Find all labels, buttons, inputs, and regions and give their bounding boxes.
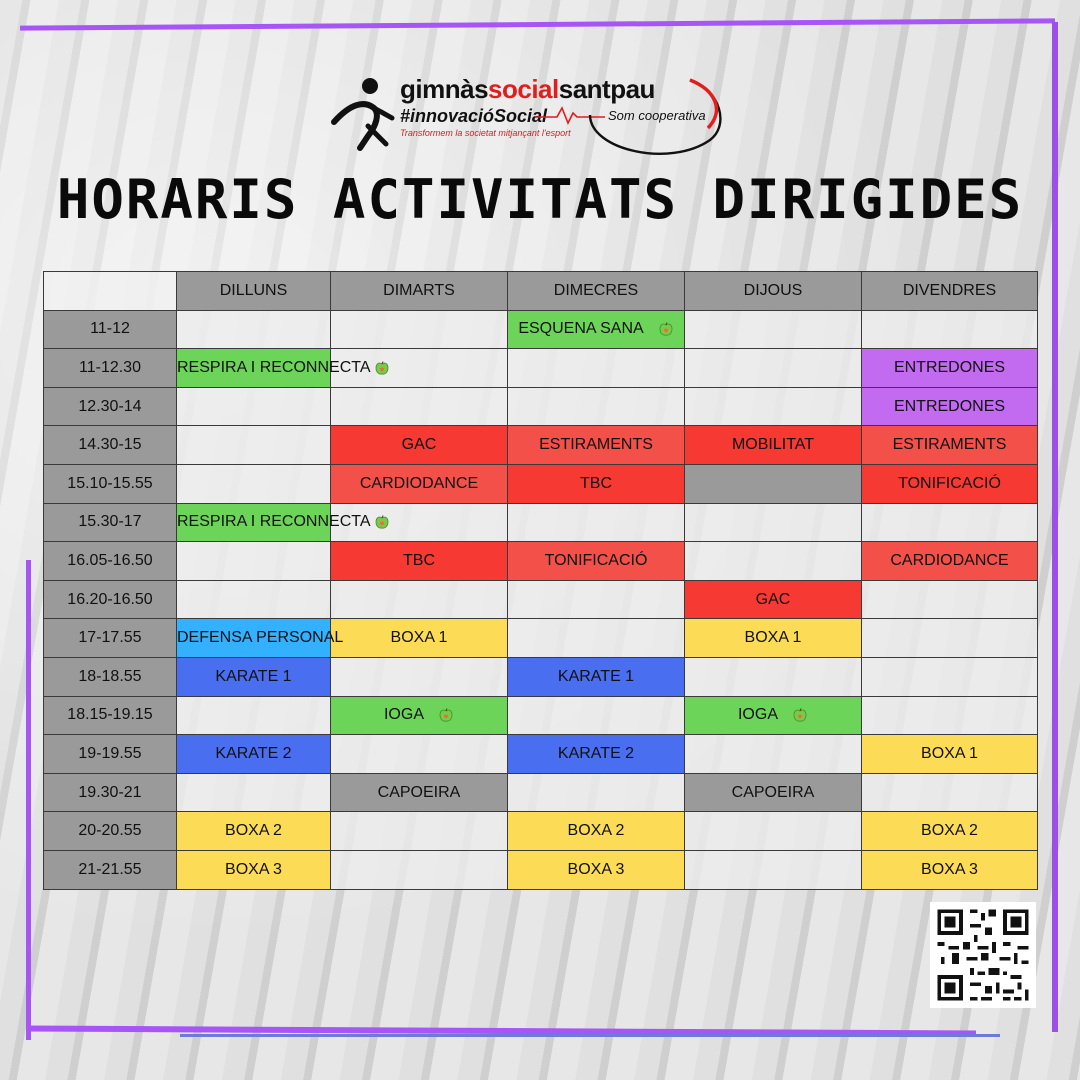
schedule-row [44, 619, 1038, 658]
empty-cell [862, 696, 1038, 735]
activity-label: MOBILITAT [731, 436, 815, 454]
activity-label: ESQUENA SANA [518, 320, 644, 338]
activity-label: ENTREDONES [893, 358, 1006, 376]
activity-cell [685, 696, 862, 735]
activity-label: BOXA 1 [390, 629, 448, 647]
apple-heart-icon [792, 707, 808, 723]
empty-cell [331, 850, 508, 889]
activity-cell [508, 735, 685, 774]
time-slot: 21-21.55 [44, 850, 177, 889]
empty-cell [862, 657, 1038, 696]
activity-label: KARATE 1 [557, 667, 635, 685]
activity-label: CAPOEIRA [731, 783, 815, 801]
time-slot: 16.05-16.50 [44, 542, 177, 581]
activity-label: BOXA 1 [744, 629, 802, 647]
gym-logo [330, 70, 750, 170]
activity-label: KARATE 2 [215, 744, 292, 762]
activity-label: RESPIRA I RECONNECTA [177, 358, 371, 376]
activity-cell [685, 773, 862, 812]
activity-cell [331, 542, 508, 581]
empty-cell [508, 387, 685, 426]
empty-cell [177, 580, 331, 619]
activity-cell [862, 426, 1038, 465]
schedule-row [44, 426, 1038, 465]
empty-cell [685, 657, 862, 696]
time-slot: 15.30-17 [44, 503, 177, 542]
activity-cell [508, 464, 685, 503]
activity-cell [177, 503, 371, 542]
runner-icon [330, 74, 400, 154]
time-slot: 19-19.55 [44, 735, 177, 774]
schedule-row [44, 812, 1038, 851]
empty-cell [685, 349, 862, 388]
activity-cell [508, 310, 685, 349]
frame-stroke-bottom-accent [180, 1034, 1000, 1037]
activity-label: IOGA [383, 706, 424, 724]
activity-cell [862, 812, 1038, 851]
time-slot: 14.30-15 [44, 426, 177, 465]
empty-cell [508, 503, 685, 542]
activity-cell [508, 850, 685, 889]
empty-cell [331, 657, 508, 696]
activity-label: CARDIODANCE [890, 551, 1009, 569]
empty-cell [685, 735, 862, 774]
empty-cell [508, 349, 685, 388]
activity-cell [862, 464, 1038, 503]
activity-cell [331, 464, 508, 503]
hashtag: #innovacióSocial [400, 106, 548, 126]
time-slot: 11-12.30 [44, 349, 177, 388]
schedule-header-row [44, 272, 1038, 311]
activity-label: IOGA [737, 706, 778, 724]
activity-cell [862, 349, 1038, 388]
schedule-row [44, 773, 1038, 812]
activity-label: ESTIRAMENTS [892, 436, 1007, 454]
frame-stroke-left [26, 560, 31, 1040]
schedule-row [44, 580, 1038, 619]
day-header: DIMECRES [508, 272, 685, 311]
time-slot: 15.10-15.55 [44, 464, 177, 503]
day-header: DIJOUS [685, 272, 862, 311]
empty-cell [685, 850, 862, 889]
activity-cell [508, 657, 685, 696]
schedule-row [44, 696, 1038, 735]
empty-cell [862, 773, 1038, 812]
activity-label: BOXA 3 [567, 860, 625, 878]
activity-label: GAC [401, 436, 437, 454]
activity-cell [862, 387, 1038, 426]
activity-cell [685, 580, 862, 619]
activity-cell [331, 773, 508, 812]
activity-label: BOXA 2 [921, 822, 978, 840]
activity-label: KARATE 1 [215, 667, 292, 685]
empty-cell [685, 387, 862, 426]
empty-cell [862, 503, 1038, 542]
apple-heart-icon [374, 514, 390, 530]
empty-cell [685, 464, 862, 503]
empty-cell [177, 696, 331, 735]
empty-cell [177, 464, 331, 503]
schedule-row [44, 349, 1038, 388]
day-header: DIMARTS [331, 272, 508, 311]
day-header: DIVENDRES [862, 272, 1038, 311]
empty-cell [862, 619, 1038, 658]
activity-cell [177, 349, 371, 388]
activity-cell [177, 812, 331, 851]
brand-name: gimnàssocialsantpau [400, 74, 655, 104]
activity-label: RESPIRA I RECONNECTA [177, 513, 371, 531]
activity-label: BOXA 3 [225, 860, 282, 878]
activity-cell [331, 619, 508, 658]
time-slot: 16.20-16.50 [44, 580, 177, 619]
activity-cell [862, 850, 1038, 889]
empty-cell [177, 426, 331, 465]
cooperative-label: Som cooperativa [608, 108, 706, 123]
slogan: Transformem la societat mitjançant l'esport [400, 128, 571, 138]
activity-label: CAPOEIRA [377, 783, 461, 801]
activity-cell [177, 657, 331, 696]
activity-label: BOXA 2 [567, 822, 625, 840]
apple-heart-icon [374, 360, 390, 376]
empty-cell [685, 310, 862, 349]
activity-label: CARDIODANCE [359, 474, 479, 492]
activity-cell [177, 850, 331, 889]
empty-cell [685, 542, 862, 581]
schedule-row [44, 542, 1038, 581]
activity-label: DEFENSA PERSONAL [177, 629, 344, 647]
schedule-row [44, 850, 1038, 889]
time-slot: 11-12 [44, 310, 177, 349]
empty-cell [331, 310, 508, 349]
empty-cell [177, 310, 331, 349]
activity-label: ESTIRAMENTS [539, 436, 653, 454]
time-slot: 18-18.55 [44, 657, 177, 696]
schedule-row [44, 387, 1038, 426]
time-slot: 18.15-19.15 [44, 696, 177, 735]
activity-cell [331, 696, 508, 735]
activity-cell [862, 735, 1038, 774]
activity-label: BOXA 2 [225, 822, 282, 840]
page-title: HORARIS ACTIVITATS DIRIGIDES [56, 168, 1024, 231]
activity-label: GAC [755, 590, 791, 608]
schedule-row [44, 503, 1038, 542]
schedule-row [44, 657, 1038, 696]
empty-cell [331, 387, 508, 426]
apple-heart-icon [438, 707, 454, 723]
activity-cell [685, 426, 862, 465]
activity-label: TBC [403, 551, 435, 569]
empty-cell [177, 773, 331, 812]
time-slot: 12.30-14 [44, 387, 177, 426]
activity-cell [508, 426, 685, 465]
time-slot: 20-20.55 [44, 812, 177, 851]
empty-cell [685, 812, 862, 851]
activity-label: TBC [580, 474, 612, 492]
day-header: DILLUNS [177, 272, 331, 311]
activity-label: KARATE 2 [557, 744, 635, 762]
schedule-row [44, 464, 1038, 503]
activity-cell [508, 542, 685, 581]
schedule-row [44, 735, 1038, 774]
empty-cell [685, 503, 862, 542]
activity-cell [685, 619, 862, 658]
activity-label: TONIFICACIÓ [898, 474, 1001, 492]
empty-cell [331, 735, 508, 774]
qr-code-icon [930, 902, 1036, 1008]
activity-cell [508, 812, 685, 851]
time-slot: 17-17.55 [44, 619, 177, 658]
schedule-row [44, 310, 1038, 349]
activity-cell [331, 426, 508, 465]
empty-cell [508, 773, 685, 812]
empty-cell [331, 580, 508, 619]
empty-cell [331, 812, 508, 851]
empty-cell [177, 542, 331, 581]
activity-label: ENTREDONES [893, 397, 1006, 415]
activity-label: BOXA 1 [921, 744, 978, 762]
activity-label: TONIFICACIÓ [544, 551, 648, 569]
header-corner [44, 272, 177, 311]
empty-cell [862, 580, 1038, 619]
activity-cell [862, 542, 1038, 581]
empty-cell [508, 696, 685, 735]
empty-cell [862, 310, 1038, 349]
activity-label: BOXA 3 [921, 860, 978, 878]
empty-cell [508, 619, 685, 658]
empty-cell [177, 387, 331, 426]
activity-cell [177, 735, 331, 774]
apple-heart-icon [658, 321, 674, 337]
empty-cell [508, 580, 685, 619]
activity-cell [177, 619, 344, 658]
time-slot: 19.30-21 [44, 773, 177, 812]
schedule-table [43, 271, 1038, 890]
